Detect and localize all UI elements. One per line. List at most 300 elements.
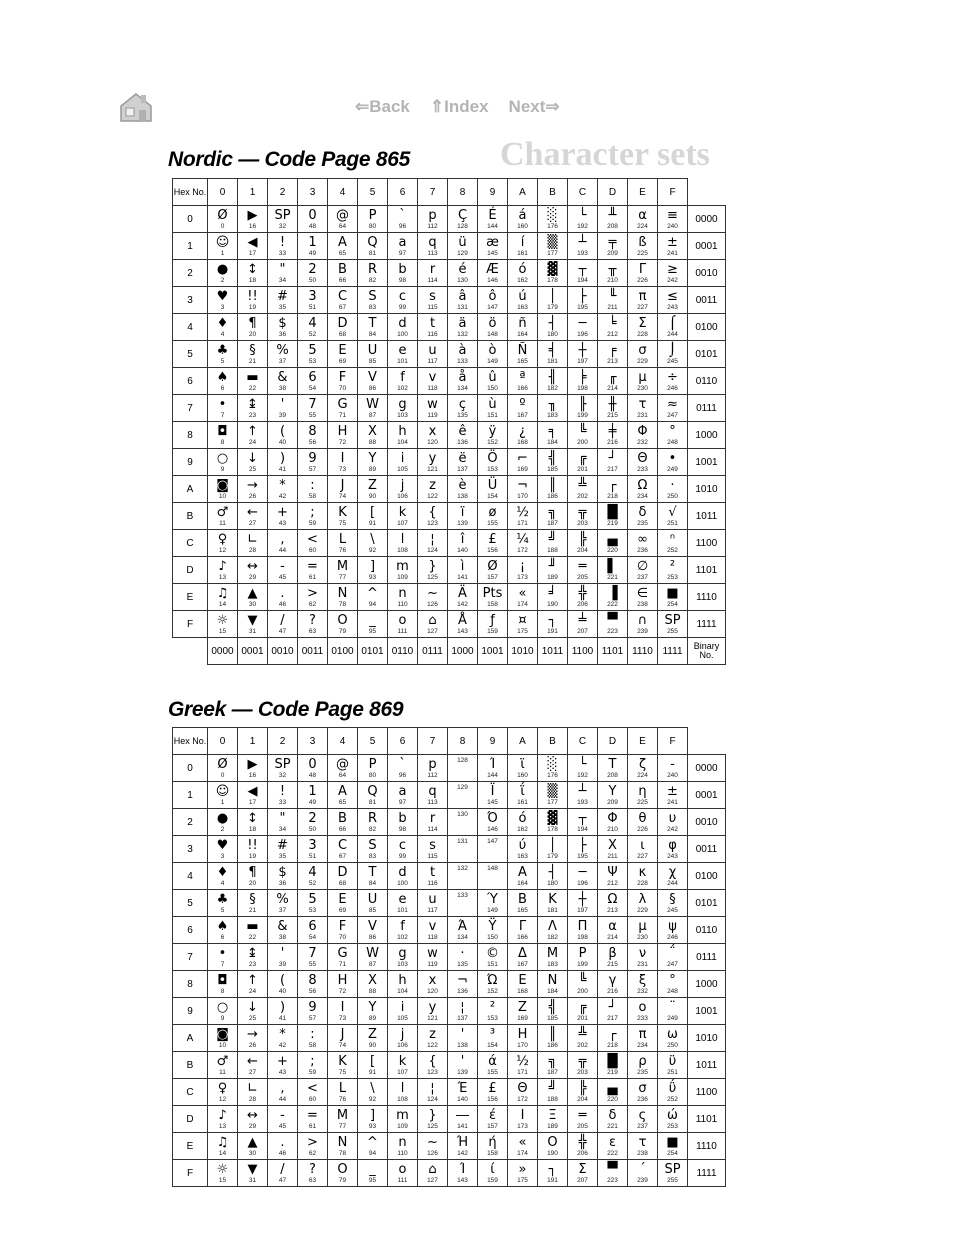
- column-header: 3: [298, 728, 328, 755]
- char-code: 29: [248, 1123, 257, 1130]
- char-glyph: £: [488, 1081, 497, 1096]
- binary-column-label: 0001: [238, 638, 268, 665]
- char-glyph: +: [277, 1054, 288, 1069]
- char-cell: [658, 917, 688, 944]
- char-glyph: β: [608, 946, 617, 961]
- char-cell: [508, 1025, 538, 1052]
- char-glyph: B: [338, 811, 347, 826]
- char-code: 140: [457, 1096, 468, 1103]
- index-label: Index: [444, 97, 489, 116]
- binary-row-label: 1000: [688, 971, 726, 998]
- char-cell: [358, 1025, 388, 1052]
- char-cell: [418, 944, 448, 971]
- char-code: 32: [278, 223, 287, 230]
- binary-column-label: 0011: [298, 638, 328, 665]
- char-glyph: _: [369, 1162, 376, 1177]
- char-code: 200: [577, 439, 588, 446]
- char-cell: [418, 971, 448, 998]
- char-glyph: ┌: [608, 478, 617, 493]
- char-glyph: f: [400, 919, 405, 934]
- char-code: 22: [248, 385, 257, 392]
- char-glyph: U: [367, 343, 378, 358]
- char-code: 237: [637, 1123, 648, 1130]
- binary-row-label: 1100: [688, 530, 726, 557]
- char-code: 142: [457, 601, 468, 608]
- char-cell: [328, 1133, 358, 1160]
- char-code: 100: [397, 331, 408, 338]
- char-code: 176: [547, 772, 558, 779]
- char-glyph: ↨: [247, 397, 258, 412]
- row-header: 0: [173, 206, 208, 233]
- char-code: 108: [397, 547, 408, 554]
- char-cell: [508, 1133, 538, 1160]
- char-glyph: Z: [368, 1027, 377, 1042]
- char-code: 211: [607, 304, 618, 311]
- char-glyph: ♫: [216, 586, 229, 601]
- char-glyph: %: [276, 343, 289, 358]
- char-code: 124: [427, 1096, 438, 1103]
- char-code: 117: [427, 358, 438, 365]
- char-code: 5: [220, 907, 225, 914]
- char-glyph: ╡: [548, 343, 557, 358]
- char-code: 103: [397, 961, 408, 968]
- char-glyph: N: [337, 586, 348, 601]
- char-code: 106: [397, 1042, 408, 1049]
- char-code: 72: [338, 988, 347, 995]
- char-cell: [658, 836, 688, 863]
- char-code: 23: [248, 961, 257, 968]
- char-cell: [358, 1079, 388, 1106]
- row-header: C: [173, 530, 208, 557]
- char-glyph: a: [398, 784, 407, 799]
- char-glyph: ☺: [215, 784, 230, 799]
- char-code: 18: [248, 826, 257, 833]
- char-glyph: ┐: [548, 1162, 557, 1177]
- char-glyph: ▬: [246, 919, 259, 934]
- char-code: 168: [517, 439, 528, 446]
- char-code: 63: [308, 628, 317, 635]
- hex-no-header: Hex No.: [173, 179, 208, 206]
- char-glyph: û: [488, 370, 497, 385]
- char-code: 215: [607, 961, 618, 968]
- char-cell: [508, 809, 538, 836]
- char-cell: [268, 1079, 298, 1106]
- char-glyph: └: [578, 208, 587, 223]
- char-glyph: SP: [274, 757, 291, 772]
- column-header: 1: [238, 179, 268, 206]
- char-glyph: K: [338, 505, 347, 520]
- char-glyph: ▀: [607, 613, 618, 628]
- char-code: 187: [547, 520, 558, 527]
- char-glyph: 2: [308, 262, 317, 277]
- char-cell: [238, 1133, 268, 1160]
- char-glyph: a: [398, 235, 407, 250]
- char-code: 132: [457, 865, 468, 872]
- char-code: 233: [637, 466, 648, 473]
- char-code: 111: [397, 628, 408, 635]
- row-header: 8: [173, 422, 208, 449]
- char-code: 70: [338, 934, 347, 941]
- char-code: 161: [517, 250, 528, 257]
- char-cell: [568, 836, 598, 863]
- row-header: 6: [173, 917, 208, 944]
- char-code: 118: [427, 934, 438, 941]
- char-code: 206: [577, 1150, 588, 1157]
- char-code: 22: [248, 934, 257, 941]
- char-code: 161: [517, 799, 528, 806]
- char-code: 49: [308, 799, 317, 806]
- char-glyph: ■: [666, 1135, 679, 1150]
- char-code: 198: [577, 385, 588, 392]
- char-code: 240: [667, 772, 678, 779]
- char-code: 134: [457, 934, 468, 941]
- char-code: 175: [517, 1177, 528, 1184]
- char-code: 162: [517, 826, 528, 833]
- char-glyph: <: [307, 532, 318, 547]
- char-glyph: ⌡: [669, 343, 676, 358]
- char-cell: [448, 836, 478, 863]
- char-code: 176: [547, 223, 558, 230]
- char-glyph: SP: [274, 208, 291, 223]
- char-code: 227: [637, 853, 648, 860]
- char-glyph: $: [278, 316, 287, 331]
- char-code: 25: [248, 466, 257, 473]
- char-glyph: π: [638, 289, 647, 304]
- char-glyph: ╢: [548, 370, 557, 385]
- binary-column-label: 0101: [358, 638, 388, 665]
- char-cell: [238, 944, 268, 971]
- char-code: 6: [220, 934, 225, 941]
- char-glyph: ρ: [638, 1054, 647, 1069]
- char-glyph: Γ: [518, 919, 527, 934]
- char-glyph: ): [279, 1000, 286, 1015]
- char-glyph: ╣: [548, 1000, 557, 1015]
- char-glyph: 6: [308, 370, 317, 385]
- char-code: 72: [338, 439, 347, 446]
- char-glyph: `: [399, 208, 406, 223]
- char-code: 249: [667, 466, 678, 473]
- char-code: 241: [667, 799, 678, 806]
- char-glyph: Φ: [637, 424, 648, 439]
- char-cell: [298, 917, 328, 944]
- char-code: 205: [577, 1123, 588, 1130]
- char-glyph: ╬: [578, 586, 587, 601]
- char-glyph: M: [336, 1108, 349, 1123]
- char-glyph: P: [368, 208, 377, 223]
- char-code: 152: [487, 988, 498, 995]
- char-code: 147: [487, 838, 498, 845]
- char-glyph: o: [398, 1162, 407, 1177]
- greek-code-table: [172, 727, 726, 1187]
- char-cell: [658, 1079, 688, 1106]
- table-row: [173, 917, 726, 944]
- char-code: 85: [368, 358, 377, 365]
- char-glyph: Δ: [518, 946, 527, 961]
- char-glyph: θ: [638, 811, 647, 826]
- char-cell: [478, 863, 508, 890]
- char-cell: [328, 1079, 358, 1106]
- char-cell: [478, 809, 508, 836]
- char-code: 204: [577, 547, 588, 554]
- char-glyph: ╝: [548, 532, 557, 547]
- char-code: 121: [427, 1015, 438, 1022]
- char-glyph: •: [668, 451, 677, 466]
- char-cell: [358, 809, 388, 836]
- char-glyph: @: [336, 757, 349, 772]
- char-code: 255: [667, 628, 678, 635]
- binary-column-label: 1010: [508, 638, 538, 665]
- char-glyph: ύ: [518, 838, 527, 853]
- char-glyph: ψ: [668, 919, 677, 934]
- char-code: 251: [667, 1069, 678, 1076]
- char-code: 74: [338, 1042, 347, 1049]
- char-code: 100: [397, 880, 408, 887]
- char-glyph: ÷: [667, 370, 678, 385]
- char-cell: [478, 890, 508, 917]
- char-glyph: Χ: [608, 838, 617, 853]
- char-glyph: Θ: [637, 451, 648, 466]
- char-code: 148: [487, 865, 498, 872]
- char-cell: [208, 809, 238, 836]
- char-code: 96: [398, 772, 407, 779]
- char-cell: [478, 1160, 508, 1187]
- row-header: B: [173, 1052, 208, 1079]
- char-code: 1: [220, 799, 225, 806]
- char-cell: [388, 1106, 418, 1133]
- char-code: 51: [308, 304, 317, 311]
- char-glyph: &: [277, 919, 288, 934]
- char-glyph: §: [249, 343, 256, 358]
- char-code: 7: [220, 961, 225, 968]
- char-code: 139: [457, 1069, 468, 1076]
- char-glyph: Μ: [546, 946, 559, 961]
- char-cell: [298, 998, 328, 1025]
- char-code: 128: [457, 757, 468, 764]
- char-code: 35: [278, 853, 287, 860]
- char-cell: [538, 782, 568, 809]
- char-glyph: ,: [280, 1081, 285, 1096]
- char-code: 223: [607, 628, 618, 635]
- char-glyph: +: [277, 505, 288, 520]
- column-header: 0: [208, 179, 238, 206]
- table-row: [173, 971, 726, 998]
- char-glyph: Τ: [608, 757, 617, 772]
- char-code: 226: [637, 277, 648, 284]
- char-code: 135: [457, 412, 468, 419]
- bleed-through-title: Character sets: [500, 136, 710, 173]
- char-glyph: ω: [667, 1027, 678, 1042]
- char-cell: [568, 1160, 598, 1187]
- char-code: 115: [427, 304, 438, 311]
- char-glyph: (: [279, 424, 286, 439]
- table-row: [173, 1025, 726, 1052]
- char-code: 48: [308, 223, 317, 230]
- char-code: 224: [637, 772, 648, 779]
- char-glyph: 7: [308, 397, 317, 412]
- char-glyph: G: [337, 946, 348, 961]
- char-glyph: ♫: [216, 1135, 229, 1150]
- char-cell: [268, 863, 298, 890]
- char-code: 33: [278, 799, 287, 806]
- char-glyph: ▀: [607, 1162, 618, 1177]
- binary-row-label: 1011: [688, 1052, 726, 1079]
- char-glyph: Ϊ: [490, 784, 495, 799]
- row-header: 1: [173, 233, 208, 260]
- char-glyph: {: [428, 1054, 437, 1069]
- char-glyph: ή: [488, 1135, 497, 1150]
- char-glyph: ╓: [608, 370, 617, 385]
- char-code: 10: [218, 1042, 227, 1049]
- char-code: 194: [577, 826, 588, 833]
- char-code: 245: [667, 358, 678, 365]
- char-glyph: η: [638, 784, 647, 799]
- char-code: 120: [427, 988, 438, 995]
- char-cell: [418, 863, 448, 890]
- char-glyph: ¦: [460, 1000, 465, 1015]
- char-cell: [328, 917, 358, 944]
- char-code: 81: [368, 250, 377, 257]
- char-glyph: ┤: [548, 316, 557, 331]
- char-glyph: Φ: [607, 811, 618, 826]
- binary-column-label: 1100: [568, 638, 598, 665]
- char-cell: [448, 917, 478, 944]
- char-glyph: ╩: [578, 478, 587, 493]
- char-code: 185: [547, 466, 558, 473]
- char-cell: [238, 755, 268, 782]
- char-code: 119: [427, 412, 438, 419]
- char-cell: [628, 944, 658, 971]
- char-code: 27: [248, 1069, 257, 1076]
- char-code: 51: [308, 853, 317, 860]
- char-cell: [568, 890, 598, 917]
- char-glyph: ▒: [547, 784, 558, 799]
- char-cell: [508, 1106, 538, 1133]
- binary-row-label: 1000: [688, 422, 726, 449]
- column-header: 0: [208, 728, 238, 755]
- char-code: 198: [577, 934, 588, 941]
- char-cell: [328, 971, 358, 998]
- char-glyph: λ: [638, 892, 647, 907]
- char-glyph: q: [428, 784, 437, 799]
- char-glyph: Ν: [547, 973, 558, 988]
- char-glyph: P: [368, 757, 377, 772]
- char-glyph: ♂: [216, 1054, 229, 1069]
- char-glyph: ♀: [217, 532, 228, 547]
- char-glyph: ╙: [608, 289, 617, 304]
- char-glyph: [: [369, 1054, 376, 1069]
- binary-row-label: 1010: [688, 1025, 726, 1052]
- char-glyph: _: [369, 613, 376, 628]
- char-code: 144: [487, 223, 498, 230]
- char-cell: [508, 836, 538, 863]
- char-glyph: ┐: [548, 613, 557, 628]
- char-glyph: ├: [578, 289, 587, 304]
- char-cell: [418, 1052, 448, 1079]
- char-glyph: ≥: [667, 262, 678, 277]
- char-code: 127: [427, 628, 438, 635]
- char-cell: [418, 917, 448, 944]
- char-code: 248: [667, 439, 678, 446]
- char-glyph: .: [280, 1135, 285, 1150]
- char-glyph: ↓: [247, 451, 258, 466]
- char-code: 184: [547, 988, 558, 995]
- char-code: 131: [457, 304, 468, 311]
- char-glyph: ±: [667, 235, 678, 250]
- char-cell: [478, 998, 508, 1025]
- char-glyph: ╞: [578, 370, 587, 385]
- char-glyph: Ά: [457, 919, 467, 934]
- char-cell: [478, 944, 508, 971]
- char-code: 202: [577, 1042, 588, 1049]
- char-glyph: ╜: [548, 559, 557, 574]
- row-header: E: [173, 1133, 208, 1160]
- char-code: 68: [338, 880, 347, 887]
- char-code: 92: [368, 1096, 377, 1103]
- char-code: 234: [637, 493, 648, 500]
- char-glyph: R: [367, 811, 378, 826]
- char-glyph: ╝: [548, 1081, 557, 1096]
- row-header: A: [173, 476, 208, 503]
- char-glyph: F: [338, 919, 347, 934]
- char-glyph: ◘: [217, 973, 228, 988]
- char-code: 106: [397, 493, 408, 500]
- char-glyph: ϋ: [668, 1054, 677, 1069]
- binary-row-label: 0100: [688, 863, 726, 890]
- char-glyph: ╣: [548, 451, 557, 466]
- char-code: 45: [278, 574, 287, 581]
- char-glyph: ◙: [216, 478, 229, 493]
- char-code: 158: [487, 601, 498, 608]
- char-code: 116: [427, 331, 438, 338]
- char-glyph: ←: [247, 505, 258, 520]
- char-code: 142: [457, 1150, 468, 1157]
- char-code: 226: [637, 826, 648, 833]
- char-cell: [448, 1106, 478, 1133]
- char-cell: [388, 998, 418, 1025]
- char-glyph: ⌠: [669, 316, 676, 331]
- char-glyph: ♥: [216, 289, 229, 304]
- char-code: 73: [338, 1015, 347, 1022]
- char-cell: [268, 917, 298, 944]
- char-code: 207: [577, 628, 588, 635]
- char-glyph: 7: [308, 946, 317, 961]
- char-code: 115: [427, 853, 438, 860]
- char-cell: [298, 863, 328, 890]
- char-code: 47: [278, 1177, 287, 1184]
- char-glyph: ∅: [636, 559, 649, 574]
- char-glyph: T: [368, 865, 377, 880]
- char-code: 104: [397, 988, 408, 995]
- char-glyph: ♀: [217, 1081, 228, 1096]
- char-code: 154: [487, 1042, 498, 1049]
- char-code: 57: [308, 1015, 317, 1022]
- char-code: 160: [517, 223, 528, 230]
- char-code: 91: [368, 520, 377, 527]
- binary-column-label: 0100: [328, 638, 358, 665]
- char-glyph: ┴: [578, 784, 587, 799]
- char-code: 159: [487, 1177, 498, 1184]
- char-glyph: »: [518, 1162, 527, 1177]
- row-header: E: [173, 584, 208, 611]
- char-glyph: j: [400, 1027, 405, 1042]
- char-code: 217: [607, 1015, 618, 1022]
- char-code: 102: [397, 385, 408, 392]
- char-code: 253: [667, 574, 678, 581]
- char-cell: [298, 1079, 328, 1106]
- char-glyph: ┤: [548, 865, 557, 880]
- char-glyph: î: [460, 532, 465, 547]
- char-glyph: $: [278, 865, 287, 880]
